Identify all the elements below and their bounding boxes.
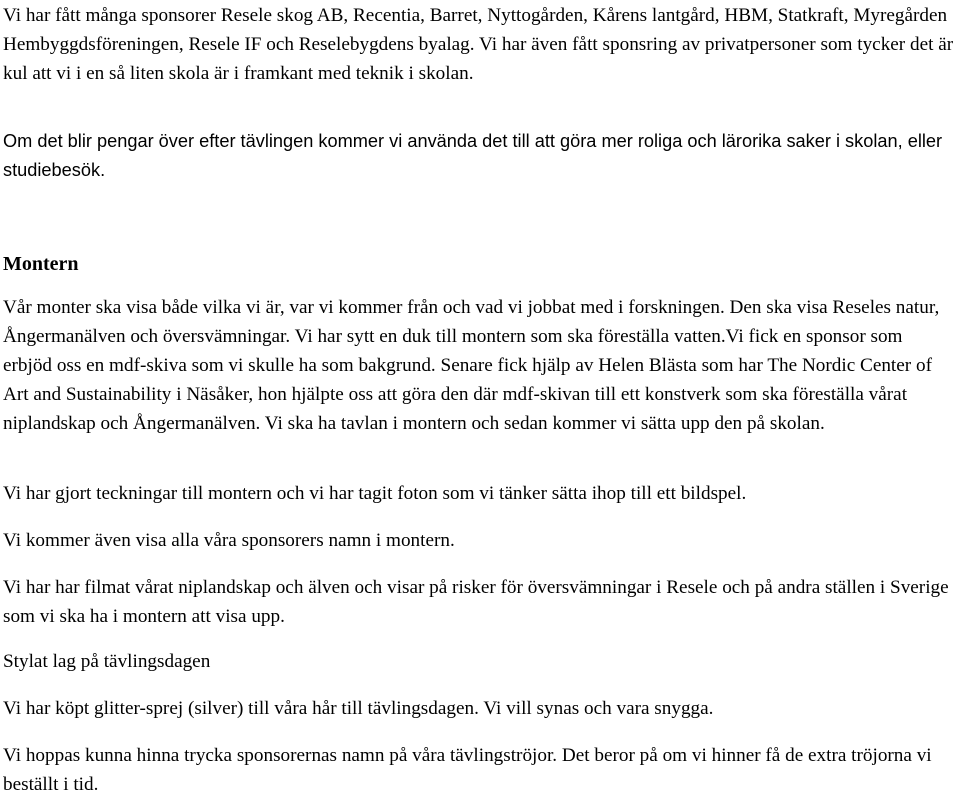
heading-montern: Montern xyxy=(3,253,79,275)
paragraph-sponsor-names: Vi kommer även visa alla våra sponsorers namn i montern. xyxy=(3,530,455,551)
paragraph-shirts: Vi hoppas kunna hinna trycka sponsorernas namn på våra tävlingströjor. Det beror på om vi hinner få de extra tröjorna vi beställt i tid. xyxy=(3,745,932,795)
paragraph-glitter: Vi har köpt glitter-sprej (silver) till våra hår till tävlingsdagen. Vi vill synas och vara snygga. xyxy=(3,698,714,719)
paragraph-money: Om det blir pengar över efter tävlingen kommer vi använda det till att göra mer roliga och lärorika saker i skolan, eller studiebesök. xyxy=(3,131,943,180)
paragraph-film: Vi har har filmat vårat niplandskap och älven och visar på risker för översvämningar i Resele och på andra ställen i Sverige som vi ska ha i montern att visa upp. xyxy=(3,577,949,627)
heading-stylat: Stylat lag på tävlingsdagen xyxy=(3,651,211,672)
paragraph-drawings: Vi har gjort teckningar till montern och vi har tagit foton som vi tänker sätta ihop till ett bildspel. xyxy=(3,483,747,504)
paragraph-sponsors: Vi har fått många sponsorer Resele skog AB, Recentia, Barret, Nyttogården, Kårens lantgård, HBM, Statkraft, Myregården Hembyggdsföreningen, Resele IF och Reselebygdens byalag. Vi har även fått sponsring av privatpersoner som tycker det är kul att vi i en så liten skola är i framkant med teknik i skolan. xyxy=(3,5,954,84)
paragraph-montern: Vår monter ska visa både vilka vi är, var vi kommer från och vad vi jobbat med i forskningen. Den ska visa Reseles natur, Ångermanälven och översvämningar. Vi har sytt en duk till montern som ska föreställa vatten.Vi fick en sponsor som erbjöd oss en mdf-skiva som vi skulle ha som bakgrund. Senare fick hjälp av Helen Blästa som har The Nordic Center of Art and Sustainability i Näsåker, hon hjälpte oss att göra den där mdf-skivan till ett konstverk som ska föreställa vårat niplandskap och Ångermanälven. Vi ska ha tavlan i montern och sedan kommer vi sätta upp den på skolan. xyxy=(3,297,940,434)
